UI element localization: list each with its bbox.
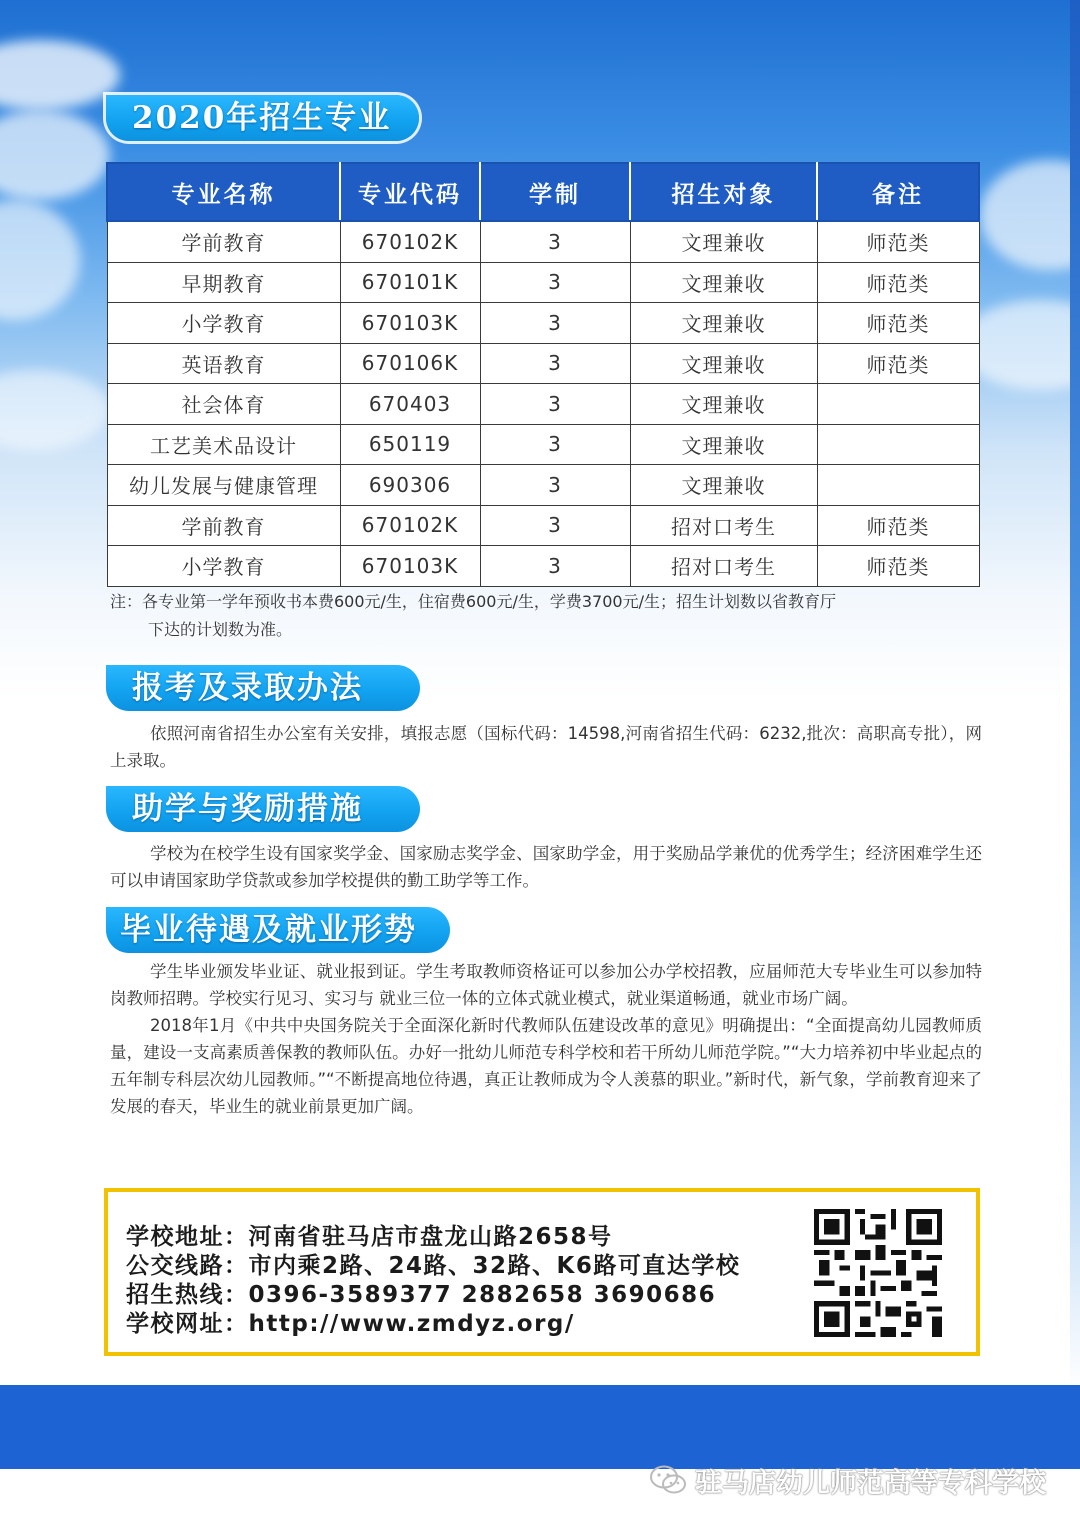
employment-paragraph: [110, 958, 982, 1120]
table-cell: 670103K: [340, 303, 480, 344]
table-row: [107, 384, 979, 425]
column-header: 备注: [817, 163, 979, 221]
table-cell: 文理兼收: [630, 303, 817, 344]
fee-note: [110, 588, 980, 644]
table-cell: 社会体育: [107, 384, 340, 425]
table-cell: 670101K: [340, 262, 480, 303]
table-cell: 师范类: [817, 221, 979, 262]
table-cell: 小学教育: [107, 303, 340, 344]
school-address: 学校地址：河南省驻马店市盘龙山路2658号: [126, 1224, 613, 1250]
table-cell: 幼儿发展与健康管理: [107, 465, 340, 506]
table-cell: 英语教育: [107, 343, 340, 384]
table-cell: [817, 424, 979, 465]
side-strip: [1070, 0, 1080, 1390]
table-cell: 学前教育: [107, 505, 340, 546]
table-cell: 师范类: [817, 505, 979, 546]
table-row: [107, 221, 979, 262]
admission-hotline: 招生热线：0396-3589377 2882658 3690686: [126, 1282, 717, 1308]
table-cell: 3: [480, 465, 630, 506]
footer-account-name: 驻马店幼儿师范高等专科学校: [695, 1467, 1046, 1499]
table-cell: 3: [480, 546, 630, 587]
section-title-majors: 2020年招生专业: [106, 95, 419, 141]
bus-routes: 公交线路：市内乘2路、24路、32路、K6路可直达学校: [126, 1253, 741, 1279]
table-cell: 690306: [340, 465, 480, 506]
exam-paragraph: [110, 720, 982, 774]
majors-table: [106, 162, 980, 587]
table-cell: 文理兼收: [630, 384, 817, 425]
table-cell: 师范类: [817, 303, 979, 344]
fee-note-line: 注：各专业第一学年预收书本费600元/生，住宿费600元/生，学费3700元/生；招生计划数以省教育厅: [110, 592, 836, 611]
table-cell: 文理兼收: [630, 343, 817, 384]
employment-text-1: 学生毕业颁发毕业证、就业报到证。学生考取教师资格证可以参加公办学校招教，应届师范大专毕业生可以参加特岗教师招聘。学校实行见习、实习与 就业三位一体的立体式就业模式，就业渠道畅通，就业市场广阔。: [110, 962, 982, 1008]
table-cell: 670102K: [340, 221, 480, 262]
cloud-decoration: [0, 110, 110, 200]
fee-note-line: 下达的计划数为准。: [148, 620, 293, 639]
cloud-decoration: [0, 200, 80, 320]
table-cell: 师范类: [817, 546, 979, 587]
table-cell: 650119: [340, 424, 480, 465]
table-row: [107, 424, 979, 465]
table-cell: 3: [480, 505, 630, 546]
cloud-decoration: [0, 40, 120, 110]
table-cell: 师范类: [817, 343, 979, 384]
table-cell: 文理兼收: [630, 424, 817, 465]
table-cell: 工艺美术品设计: [107, 424, 340, 465]
table-cell: 3: [480, 424, 630, 465]
exam-text: 依照河南省招生办公室有关安排，填报志愿（国标代码：14598,河南省招生代码：6232,批次：高职高专批），网上录取。: [110, 724, 982, 770]
qr-code-icon: [814, 1209, 942, 1337]
school-website: 学校网址：http://www.zmdyz.org/: [126, 1311, 575, 1337]
table-row: [107, 343, 979, 384]
table-cell: 招对口考生: [630, 546, 817, 587]
table-row: [107, 505, 979, 546]
column-header: 专业代码: [340, 163, 480, 221]
table-cell: 670102K: [340, 505, 480, 546]
table-cell: 小学教育: [107, 546, 340, 587]
table-row: [107, 262, 979, 303]
table-cell: 文理兼收: [630, 221, 817, 262]
contact-box: [104, 1188, 980, 1356]
table-cell: 早期教育: [107, 262, 340, 303]
wechat-icon: [649, 1464, 687, 1496]
section-title-employment: 毕业待遇及就业形势: [106, 907, 450, 953]
table-cell: 文理兼收: [630, 465, 817, 506]
table-cell: 670103K: [340, 546, 480, 587]
table-cell: 3: [480, 221, 630, 262]
table-cell: 670403: [340, 384, 480, 425]
footer-account: [649, 1460, 1046, 1500]
table-cell: 3: [480, 343, 630, 384]
table-header-row: [107, 163, 979, 221]
table-cell: 师范类: [817, 262, 979, 303]
table-cell: [817, 384, 979, 425]
column-header: 招生对象: [630, 163, 817, 221]
table-row: [107, 465, 979, 506]
table-cell: 文理兼收: [630, 262, 817, 303]
table-row: [107, 303, 979, 344]
column-header: 专业名称: [107, 163, 340, 221]
table-row: [107, 546, 979, 587]
table-cell: 3: [480, 262, 630, 303]
table-cell: 学前教育: [107, 221, 340, 262]
cloud-decoration: [0, 370, 110, 450]
cloud-decoration: [980, 160, 1080, 270]
table-cell: 3: [480, 384, 630, 425]
table-cell: 招对口考生: [630, 505, 817, 546]
section-title-aid: 助学与奖励措施: [106, 786, 420, 832]
employment-text-2: 2018年1月《中共中央国务院关于全面深化新时代教师队伍建设改革的意见》明确提出：“全面提高幼儿园教师质量，建设一支高素质善保教的教师队伍。办好一批幼儿师范专科学校和若干所幼儿师范学院。”“大力培养初中毕业起点的五年制专科层次幼儿园教师。”“不断提高地位待遇，真正让教师成为令人羡慕的职业。”新时代，新气象，学前教育迎来了发展的春天，毕业生的就业前景更加广阔。: [110, 1016, 982, 1116]
column-header: 学制: [480, 163, 630, 221]
section-title-exam: 报考及录取办法: [106, 665, 420, 711]
aid-paragraph: [110, 840, 982, 894]
aid-text: 学校为在校学生设有国家奖学金、国家励志奖学金、国家助学金，用于奖励品学兼优的优秀学生；经济困难学生还可以申请国家助学贷款或参加学校提供的勤工助学等工作。: [110, 844, 982, 890]
table-cell: 3: [480, 303, 630, 344]
table-cell: 670106K: [340, 343, 480, 384]
bottom-band: [0, 1385, 1080, 1469]
table-cell: [817, 465, 979, 506]
